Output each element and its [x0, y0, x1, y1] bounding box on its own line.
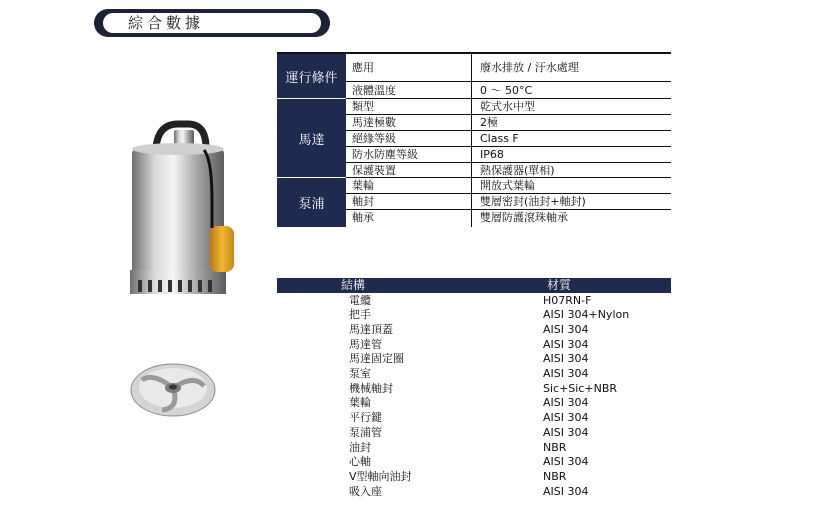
- table-row: [277, 470, 671, 485]
- spec-value: 2極: [480, 116, 498, 129]
- part-name: 心軸: [349, 455, 371, 469]
- part-material: H07RN-F: [543, 293, 592, 307]
- spec-value: 廢水排放 / 汙水處理: [480, 61, 579, 74]
- spec-key: 馬達極數: [352, 116, 396, 129]
- section-operating-conditions: 運行條件: [277, 54, 346, 98]
- table-row: [277, 396, 671, 411]
- spec-key: 應用: [352, 61, 374, 74]
- table-row: [277, 338, 671, 353]
- spec-row: [346, 115, 671, 130]
- spec-key: 保護裝置: [352, 164, 396, 177]
- part-material: NBR: [543, 440, 567, 454]
- part-name: 馬達固定圈: [349, 352, 404, 366]
- spec-row: [346, 178, 671, 193]
- part-material: AISI 304+Nylon: [543, 308, 630, 322]
- table-row: [277, 352, 671, 367]
- part-material: AISI 304: [543, 425, 589, 439]
- spec-value: Class F: [480, 132, 519, 145]
- spec-value: IP68: [480, 148, 504, 161]
- part-material: AISI 304: [543, 337, 589, 351]
- page-title: 綜合數據: [128, 14, 205, 32]
- table-row: [277, 455, 671, 470]
- row-rule: [346, 81, 671, 82]
- table-row: [277, 441, 671, 456]
- part-name: 泵室: [349, 367, 371, 380]
- spec-key: 防水防塵等級: [352, 148, 418, 161]
- spec-key: 葉輪: [352, 179, 374, 192]
- spec-key: 液體溫度: [352, 84, 396, 97]
- spec-value: 乾式水中型: [480, 100, 535, 113]
- table-row: [277, 367, 671, 382]
- spec-row: [346, 99, 671, 114]
- spec-row: [346, 163, 671, 178]
- header-material: 材質: [547, 278, 572, 292]
- part-material: NBR: [543, 469, 567, 483]
- spec-row: [346, 131, 671, 146]
- table-row: [277, 294, 671, 309]
- part-name: 馬達管: [349, 337, 382, 351]
- spec-key: 軸承: [352, 211, 374, 224]
- table-row: [277, 426, 671, 441]
- table-row: [277, 323, 671, 338]
- open-impeller-image: [128, 358, 218, 418]
- section-pump: 泵浦: [277, 178, 346, 227]
- submersible-pump-image: [116, 120, 246, 305]
- spec-value: 雙層防護滾珠軸承: [480, 211, 568, 224]
- section-motor: 馬達: [277, 99, 346, 177]
- material-table-header: [277, 278, 671, 293]
- table-row: [277, 411, 671, 426]
- table-row: [277, 382, 671, 397]
- part-name: 葉輪: [349, 396, 371, 410]
- header-structure: 結構: [341, 278, 366, 292]
- part-name: 機械軸封: [349, 381, 393, 395]
- part-material: AISI 304: [543, 484, 589, 498]
- part-material: Sic+Sic+NBR: [543, 381, 618, 395]
- part-name: 把手: [349, 308, 371, 322]
- spec-row: [346, 194, 671, 209]
- part-name: 吸入座: [349, 484, 382, 498]
- spec-key: 軸封: [352, 195, 374, 208]
- part-material: AISI 304: [543, 396, 589, 410]
- part-material: AISI 304: [543, 367, 589, 380]
- spec-row: [346, 210, 671, 225]
- spec-row: [346, 83, 671, 98]
- part-material: AISI 304: [543, 322, 589, 336]
- part-material: AISI 304: [543, 352, 589, 366]
- spec-row: [346, 147, 671, 162]
- part-name: 油封: [349, 440, 371, 454]
- spec-key: 類型: [352, 100, 374, 113]
- part-name: 平行鍵: [349, 411, 382, 425]
- table-row: [277, 485, 671, 500]
- part-name: 泵浦管: [349, 425, 382, 439]
- spec-value: 開放式葉輪: [480, 179, 535, 192]
- spec-row: [346, 60, 671, 75]
- spec-value: 0 ～ 50°C: [480, 84, 533, 97]
- part-material: AISI 304: [543, 455, 589, 469]
- table-row: [277, 308, 671, 323]
- part-name: 電纜: [349, 293, 371, 307]
- part-material: AISI 304: [543, 411, 589, 425]
- part-name: 馬達頂蓋: [349, 322, 393, 336]
- section-header: [94, 9, 330, 37]
- part-name: V型軸向油封: [349, 469, 412, 483]
- spec-value: 熱保護器(單相): [480, 164, 555, 177]
- spec-value: 雙層密封(油封+軸封): [480, 195, 586, 208]
- spec-key: 絕緣等級: [352, 132, 396, 145]
